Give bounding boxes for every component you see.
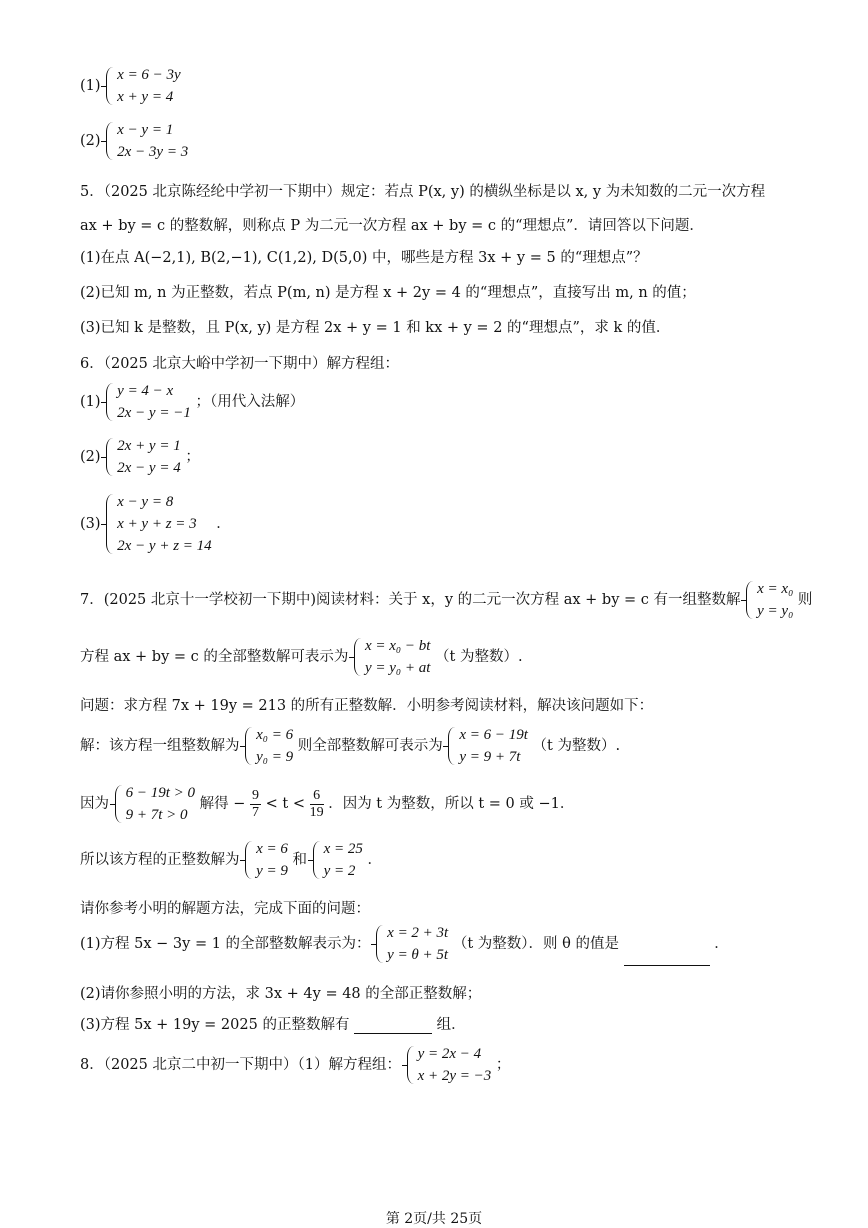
q7-line4 [80, 724, 620, 768]
equation: x = 6 − 19t [459, 727, 528, 743]
q7-line6 [80, 838, 382, 882]
equation: y = y₀ [757, 603, 794, 619]
equation-system [312, 838, 363, 882]
equation: 2x − y = 4 [117, 460, 181, 476]
numerator: 9 [252, 787, 260, 803]
equation-system [353, 635, 430, 679]
equation: 2x − y + z = 14 [117, 538, 212, 554]
q6-part3 [80, 491, 231, 557]
label: (2) [80, 449, 101, 465]
label: (2) [80, 133, 101, 149]
equation: y = 2x − 4 [417, 1046, 482, 1062]
text: （t 为整数）. [435, 649, 523, 665]
q5-line2: ax + by = c 的整数解，则称点 P 为二元一次方程 ax + by = c 的“理想点”．请回答以下问题． [80, 218, 704, 234]
q7-line7: 请你参考小明的解题方法，完成下面的问题： [80, 901, 370, 917]
equation-system [105, 491, 212, 557]
equation-system [105, 380, 191, 424]
equation-system [244, 838, 288, 882]
q6-title: 6．（2025 北京大峪中学初一下期中）解方程组： [80, 356, 399, 372]
equation-system [375, 922, 448, 966]
q7-line10 [80, 1013, 466, 1034]
fraction [250, 788, 261, 821]
q5-line5: (3)已知 k 是整数，且 P(x, y) 是方程 2x + y = 1 和 kx + y = 2 的“理想点”，求 k 的值． [80, 320, 671, 336]
equation: 2x − 3y = 3 [117, 144, 189, 160]
q8-line1 [80, 1043, 510, 1087]
equation: x₀ = 6 [256, 727, 294, 743]
equation: x = x₀ [757, 581, 794, 597]
text: ． [367, 852, 382, 868]
equation-system [105, 119, 188, 163]
inequality: 9 + 7t > 0 [125, 807, 188, 823]
answer-blank[interactable] [354, 1017, 432, 1034]
text: 方程 ax + by = c 的全部整数解可表示为 [80, 649, 349, 665]
q7-line9: (2)请你参照小明的方法，求 3x + 4y = 48 的全部正整数解； [80, 986, 482, 1002]
note: ； [185, 449, 200, 465]
q7-line8 [80, 922, 729, 966]
q4-part1 [80, 64, 181, 108]
label: (1) [80, 394, 101, 410]
note: ． [216, 516, 231, 532]
numerator: 6 [310, 788, 324, 805]
text: 组． [436, 1017, 466, 1033]
equation: x = x₀ − bt [364, 638, 431, 654]
equation: 2x − y = −1 [117, 405, 191, 421]
q7-line3: 问题：求方程 7x + 19y = 213 的所有正整数解．小明参考阅读材料，解决该问题如下： [80, 698, 654, 714]
fraction [310, 788, 324, 821]
q7-line1 [80, 578, 812, 622]
equation-system [244, 724, 293, 768]
text: 7．(2025 北京十一学校初一下期中)阅读材料：关于 x，y 的二元一次方程 ax + by = c 有一组整数解 [80, 592, 741, 608]
text: 所以该方程的正整数解为 [80, 852, 240, 868]
text: （t 为整数）. [532, 738, 621, 754]
denominator: 7 [252, 804, 260, 820]
text: 则全部整数解可表示为 [297, 738, 443, 754]
page-footer: 第 2页/共 25页 [385, 1211, 483, 1227]
equation: y₀ = 9 [256, 749, 294, 765]
q5-line4: (2)已知 m, n 为正整数，若点 P(m, n) 是方程 x + 2y = 4 的“理想点”，直接写出 m, n 的值； [80, 285, 696, 301]
equation: x + y + z = 3 [117, 516, 197, 532]
inequality: 6 − 19t > 0 [125, 785, 196, 801]
equation: x − y = 8 [117, 494, 174, 510]
equation: x = 6 − 3y [117, 67, 181, 83]
equation-system [105, 64, 181, 108]
equation: x = 2 + 3t [387, 925, 449, 941]
equation: x = 6 [256, 841, 288, 857]
text: ； [495, 1057, 511, 1073]
text: 解：该方程一组整数解为 [80, 738, 240, 754]
equation: x + y = 4 [117, 89, 174, 105]
text: 因为 [80, 796, 109, 812]
text: (3)方程 5x + 19y = 2025 的正整数解有 [80, 1017, 350, 1033]
q6-part1 [80, 380, 304, 424]
text: （t 为整数）．则 θ 的值是 [452, 936, 619, 952]
label: (1) [80, 78, 101, 94]
inequality-system [114, 782, 195, 826]
q5-line1: 5．（2025 北京陈经纶中学初一下期中）规定：若点 P(x, y) 的横纵坐标是以 x, y 为未知数的二元一次方程 [80, 184, 766, 200]
q4-part2 [80, 119, 188, 163]
text: 则 [797, 592, 813, 608]
equation: y = θ + 5t [387, 947, 449, 963]
equation: x − y = 1 [117, 122, 174, 138]
text: < t < [265, 796, 305, 812]
equation-system [105, 435, 181, 479]
equation-system [447, 724, 528, 768]
q7-line2 [80, 635, 523, 679]
equation: x = 25 [323, 841, 363, 857]
text: ．因为 t 为整数，所以 t = 0 或 −1． [328, 796, 575, 812]
equation: 2x + y = 1 [117, 438, 181, 454]
equation-system [745, 578, 793, 622]
text: (1)方程 5x − 3y = 1 的全部整数解表示为： [80, 936, 371, 952]
label: (3) [80, 516, 101, 532]
q5-line3: (1)在点 A(−2,1), B(2,−1), C(1,2), D(5,0) 中，哪些是方程 3x + y = 5 的“理想点”？ [80, 250, 648, 266]
text: 解得 − [199, 796, 246, 812]
equation: y = 2 [323, 863, 356, 879]
equation: y = 9 + 7t [459, 749, 521, 765]
text: ． [714, 936, 729, 952]
q7-line5 [80, 782, 574, 826]
equation: y = 9 [256, 863, 288, 879]
equation-system [406, 1043, 492, 1087]
answer-blank[interactable] [624, 949, 710, 966]
text: 和 [292, 852, 307, 868]
equation: y = 4 − x [117, 383, 174, 399]
text: 8．（2025 北京二中初一下期中）（1）解方程组： [80, 1057, 401, 1073]
denominator: 19 [309, 804, 324, 820]
note: ；（用代入法解） [195, 394, 305, 410]
equation: x + 2y = −3 [417, 1068, 492, 1084]
equation: y = y₀ + at [364, 660, 431, 676]
q6-part2 [80, 435, 200, 479]
